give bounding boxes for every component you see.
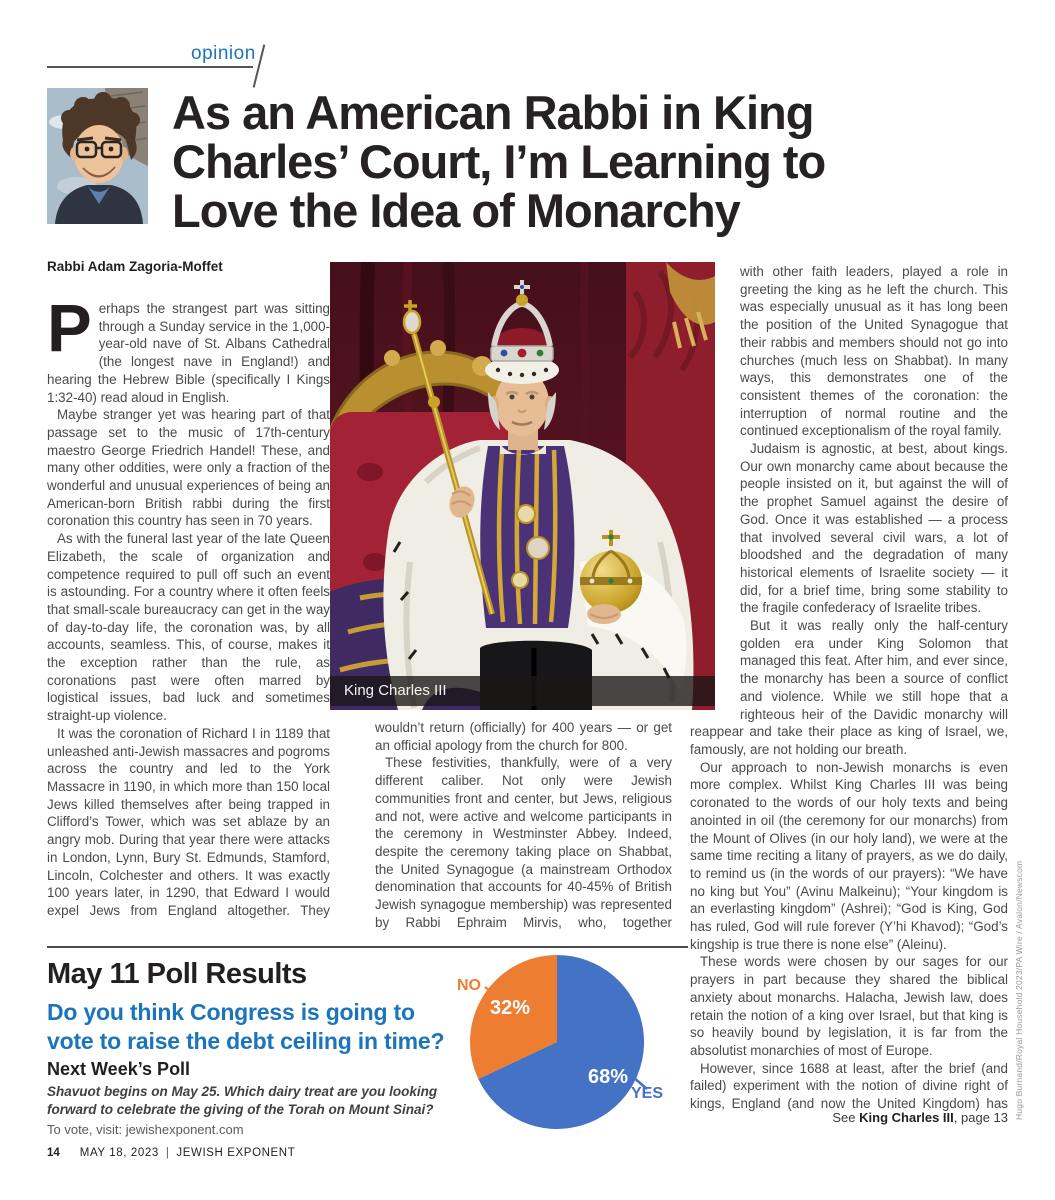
pie-value-yes: 68% bbox=[587, 1066, 629, 1088]
continuation-reference: King Charles III bbox=[859, 1110, 954, 1125]
paragraph: erhaps the strangest part was sitting through a Sunday service in the 1,000-year-old nave of St. Albans Cathedral (the longest nave in England!) and hearing the Hebrew Bible (specifically I Kings 1:32-40) read aloud in English. bbox=[47, 301, 330, 405]
footer-publication: JEWISH EXPONENT bbox=[176, 1147, 296, 1159]
headline-line-2: Charles’ Court, I’m Learning to bbox=[172, 135, 826, 188]
photo-wrap-spacer bbox=[690, 263, 740, 716]
continuation-suffix: , page 13 bbox=[953, 1110, 1008, 1125]
poll-question-line-2: vote to raise the debt ceiling in time? bbox=[47, 1028, 445, 1054]
author-photo bbox=[47, 88, 148, 224]
paragraph: It was the coronation of Richard I in 1189 that unleashed anti-Jewish massacres and pogroms across the country and led to the York Massacre in 1190, in which more than 150 local Jews killed themselves after being trapped in Clifford’s Tower, which was set ablaze by an angry mob. During that year there were attacks in London, Lynn, Bury St. Edmunds, Stamford, Lincoln, Colchester and others. It was exactly 100 years later, in 1290, that Edward I would expel Jews from England altogether. They bbox=[47, 725, 330, 918]
continuation-prefix: See bbox=[832, 1110, 860, 1125]
paragraph: These words were chosen by our sages for our prayers in part because they shared the biblical anxiety about monarchs. Halacha, Jewish law, does retain the notion of a king over Israel, but that king is so heavily bound by legislation, it is far from the absolutist monarchies of most of Europe. bbox=[690, 954, 1008, 1058]
footer-date: MAY 18, 2023 bbox=[79, 1147, 159, 1159]
paragraph: Our approach to non-Jewish monarchs is even more complex. Whilst King Charles III was being coronated to the words of our holy texts and being anointed in oil (the ceremony for our monarchs) from the Mount of Olives (in our holy land), we were at the same time reciting a litany of prayers, as we do daily, to remind us (in the words of our prayers): “We have no king but You” (Avinu Malkeinu); “Your kingdom is an everlasting kingdom” (Ashrei); “God is King, God has ruled, God will rule forever (Y’hi Khavod); “God’s kingship is true there is none else” (Aleinu). bbox=[690, 759, 1008, 952]
paragraph: However, since 1688 at least, after the brief (and failed) experiment with the notion of divine right of kings, England (and now the United Kingdom) has bbox=[690, 1060, 1008, 1112]
article-photo bbox=[330, 262, 715, 710]
next-week-poll-title: Next Week’s Poll bbox=[47, 1059, 191, 1079]
pie-value-no: 32% bbox=[489, 997, 531, 1019]
body-column-2 bbox=[375, 719, 672, 931]
body-column-3 bbox=[690, 263, 1008, 1113]
paragraph: with other faith leaders, played a role in greeting the king as he left the church. This was especially unusual as it has long been the position of the United Synagogue that their rabbis and members should not go into churches (much less on Shabbat). In many ways, this demonstrates one of the consistent themes of the coronation: the interruption of normal routine and the continued exceptionalism of the royal family. bbox=[740, 264, 1008, 439]
poll-divider bbox=[47, 946, 688, 948]
next-week-poll-question: Shavuot begins on May 25. Which dairy treat are you looking forward to celebrate the giving of the Torah on Mount Sinai? bbox=[47, 1084, 438, 1117]
poll-title: May 11 Poll Results bbox=[47, 958, 307, 990]
paragraph: wouldn’t return (officially) for 400 years — or get an official apology from the church for 800. bbox=[375, 720, 672, 753]
continuation-line bbox=[690, 1110, 1008, 1125]
paragraph: These festivities, thankfully, were of a very different caliber. Not only were Jewish communities front and center, but Jews, religious and not, were active and welcome participants in the ceremony in Westminster Abbey. Indeed, despite the ceremony taking place on Shabbat, the United Synagogue (a mainstream Orthodox denomination that accounts for 40-45% of British Jewish synagogue membership) was represented by Rabbi Ephraim Mirvis, who, together bbox=[375, 755, 672, 930]
poll-pie-chart bbox=[440, 950, 680, 1135]
photo-credit: Hugo Burnand/Royal Household 2023/PA Wire / Avalon/Newscom bbox=[1014, 860, 1024, 1120]
section-rule bbox=[47, 66, 253, 68]
section-label: opinion bbox=[191, 43, 256, 64]
paragraph: Judaism is agnostic, at best, about kings. Our own monarchy came about because the people insisted on it, but against the will of the prophet Samuel against the desire of God. Once it was established — a process that involved several civil wars, a lot of bloodshed and the degradation of many historical elements of Israelite society — it did, for a brief time, bring some stability to the fragile confederacy of Israelite tribes. bbox=[740, 441, 1008, 616]
poll-question-line-1: Do you think Congress is going to bbox=[47, 999, 415, 1025]
byline: Rabbi Adam Zagoria-Moffet bbox=[47, 259, 223, 274]
headline bbox=[172, 88, 1032, 235]
paragraph: As with the funeral last year of the late Queen Elizabeth, the scale of organization and competence required to pull off such an event is astounding. For a country where it often feels that small-scale bureaucracy can get in the way of day-to-day life, the coronation was, by all accounts, seamless. This, of course, makes it the exception rather than the rule, as coronations past were often marred by logistical issues, bad luck and sometimes straight-up violence. bbox=[47, 531, 330, 724]
pie-label-yes: YES bbox=[630, 1085, 664, 1102]
drop-cap: P bbox=[47, 291, 92, 366]
footer-separator: | bbox=[165, 1147, 170, 1159]
poll-question bbox=[47, 998, 444, 1056]
paragraph: But it was really only the half-century golden era under King Solomon that managed this feat. After him, and ever since, the monarchy has been a source of conflict and violence. While we still hope that a righteous heir of the Davidic monarchy will reappear and take their place as king of Israel, we, famously, are not holding our breath. bbox=[690, 618, 1008, 757]
vote-info: To vote, visit: jewishexponent.com bbox=[47, 1122, 244, 1137]
photo-caption: King Charles III bbox=[330, 676, 715, 706]
page-footer bbox=[47, 1147, 295, 1159]
paragraph: Maybe stranger yet was hearing part of that passage set to the music of 17th-century maestro George Friedrich Handel! These, and many other oddities, were only a fraction of the wonderful and unusual experiences of being an American-born British rabbi during the first coronation this country has seen in 70 years. bbox=[47, 407, 330, 529]
headline-line-3: Love the Idea of Monarchy bbox=[172, 184, 740, 237]
page-number: 14 bbox=[47, 1147, 60, 1159]
pie-label-no: NO bbox=[457, 977, 481, 994]
headline-line-1: As an American Rabbi in King bbox=[172, 86, 814, 139]
body-column-1 bbox=[47, 291, 330, 920]
